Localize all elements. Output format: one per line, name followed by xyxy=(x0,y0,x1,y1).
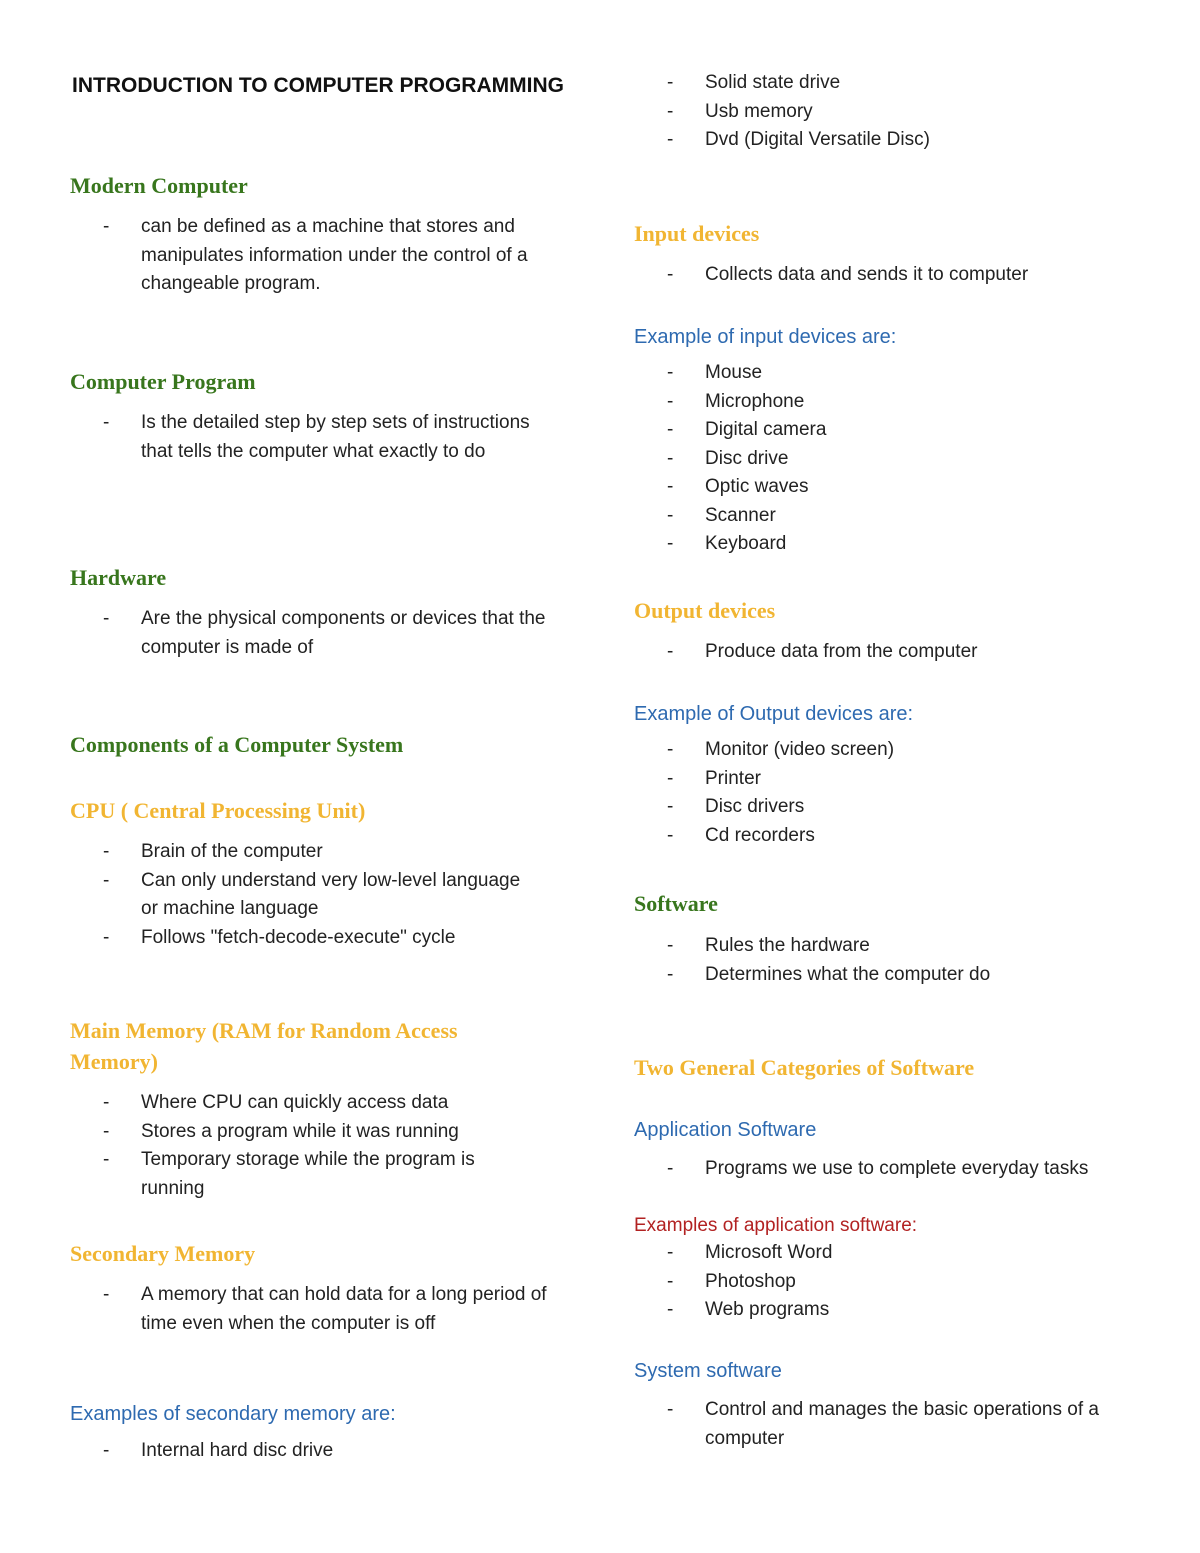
list-item: - Microphone xyxy=(667,390,805,412)
list-item: - Control and manages the basic operations of a computer xyxy=(667,1399,1099,1449)
list-item: - Microsoft Word xyxy=(667,1242,833,1263)
list-item: - Digital camera xyxy=(667,419,827,440)
list-item: - Disc drive xyxy=(667,447,789,469)
list-main-memory xyxy=(70,1089,540,1203)
list-item: - Usb memory xyxy=(667,100,813,122)
list-item: - Mouse xyxy=(667,362,763,383)
list-item: - can be defined as a machine that stores and manipulates information under the control of a changeable program. xyxy=(103,216,528,294)
list-item: - Keyboard xyxy=(667,533,787,554)
list-hardware xyxy=(70,605,575,662)
list-system-software xyxy=(634,1396,1134,1453)
list-output-examples xyxy=(634,736,1134,850)
list-input-devices xyxy=(634,261,1134,290)
list-item: - Where CPU can quickly access data xyxy=(103,1092,449,1113)
list-item: - Solid state drive xyxy=(667,72,841,93)
list-item: - Internal hard disc drive xyxy=(103,1440,334,1461)
list-item: - Web programs xyxy=(667,1299,830,1320)
heading-hardware: Hardware xyxy=(70,565,167,590)
list-input-examples xyxy=(634,359,1134,559)
list-item: - Collects data and sends it to computer xyxy=(667,264,1029,285)
heading-main-memory: Main Memory (RAM for Random Access Memory) xyxy=(70,1018,458,1074)
list-item: - Printer xyxy=(667,767,761,789)
heading-input-examples: Example of input devices are: xyxy=(634,326,897,348)
heading-modern-computer: Modern Computer xyxy=(70,173,248,198)
list-item: - Produce data from the computer xyxy=(667,641,978,662)
heading-two-categories: Two General Categories of Software xyxy=(634,1055,975,1080)
list-secondary-memory xyxy=(70,1281,550,1338)
list-application-software xyxy=(634,1155,1114,1184)
list-output-devices xyxy=(634,638,1134,667)
heading-application-examples: Examples of application software: xyxy=(634,1215,918,1236)
list-cpu xyxy=(70,838,540,952)
list-software xyxy=(634,932,1134,989)
list-item: - Brain of the computer xyxy=(103,841,323,862)
list-item: - Stores a program while it was running xyxy=(103,1120,459,1142)
list-item: - Temporary storage while the program is running xyxy=(103,1149,475,1199)
list-modern-computer xyxy=(70,213,540,299)
heading-application-software: Application Software xyxy=(634,1119,817,1141)
list-item: - Rules the hardware xyxy=(667,935,870,956)
list-item: - Dvd (Digital Versatile Disc) xyxy=(667,129,930,150)
list-item: - Can only understand very low-level language or machine language xyxy=(103,869,521,919)
heading-cpu: CPU ( Central Processing Unit) xyxy=(70,798,366,823)
list-secondary-examples xyxy=(70,1437,540,1466)
heading-software: Software xyxy=(634,891,718,916)
list-computer-program xyxy=(70,409,540,466)
heading-input-devices: Input devices xyxy=(634,221,760,246)
heading-output-examples: Example of Output devices are: xyxy=(634,703,914,725)
list-item: - A memory that can hold data for a long period of time even when the computer is off xyxy=(103,1284,547,1334)
heading-output-devices: Output devices xyxy=(634,598,776,623)
page-title: INTRODUCTION TO COMPUTER PROGRAMMING xyxy=(72,74,564,97)
heading-secondary-memory: Secondary Memory xyxy=(70,1241,256,1266)
list-secondary-examples-cont xyxy=(634,69,1134,155)
list-application-examples xyxy=(634,1239,1134,1325)
list-item: - Photoshop xyxy=(667,1270,796,1292)
list-item: - Optic waves xyxy=(667,476,809,497)
heading-system-software: System software xyxy=(634,1360,782,1382)
heading-secondary-examples: Examples of secondary memory are: xyxy=(70,1403,396,1425)
list-item: - Cd recorders xyxy=(667,824,815,846)
list-item: - Monitor (video screen) xyxy=(667,739,895,760)
list-item: - Determines what the computer do xyxy=(667,963,991,985)
list-item: - Are the physical components or devices that the computer is made of xyxy=(103,608,546,658)
list-item: - Follows "fetch-decode-execute" cycle xyxy=(103,926,456,948)
list-item: - Scanner xyxy=(667,504,776,526)
heading-computer-program: Computer Program xyxy=(70,369,256,394)
list-item: - Programs we use to complete everyday tasks xyxy=(667,1158,1089,1179)
heading-components: Components of a Computer System xyxy=(70,732,404,757)
list-item: - Is the detailed step by step sets of instructions that tells the computer what exactly to do xyxy=(103,412,530,462)
list-item: - Disc drivers xyxy=(667,796,805,817)
